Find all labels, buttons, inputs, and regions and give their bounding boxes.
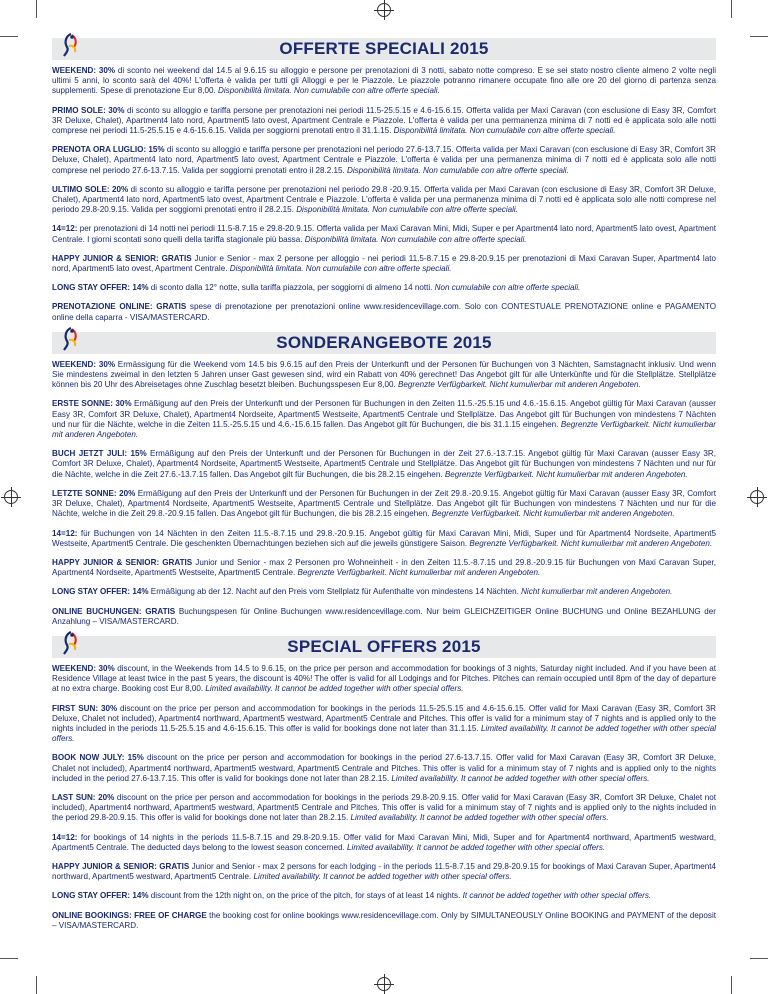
crop-mark xyxy=(36,0,37,18)
offer-item xyxy=(52,587,716,597)
offer-text: Buchungspesen für Online Buchungen www.residencevillage.com. Nur beim GLEICHZEITIGER Online BUCHUNG und Online BEZAHLUNG der Anzahlung – VISA/MASTERCARD. xyxy=(52,606,717,626)
section-title: SONDERANGEBOTE 2015 xyxy=(276,332,492,352)
offer-item xyxy=(52,891,716,901)
offer-text: Junior and Senior - max 2 persons for each lodging - in the periods 11.5-8.7.15 and 29.8-20.9.15 for bookings of Maxi Caravan Super, Apartment4 northward, Apartment5 westward, Apartment5 Centrale. xyxy=(52,861,716,882)
offer-text: di sconto su alloggio e tariffa persone per prenotazioni nel periodo 29.8 -20.9.15. Offerta valida per Maxi Caravan (con esclusione di Easy 3R, Comfort 3R Deluxe, Chalet), Apartment4 lato nord, Apartment5 lato ovest, Apartment Centrale e Piazzole. L'offerta è valida per una permanenza minima di 7 notti ed è applicata solo alle notti comprese nel periodo 29.8-20.9.15. Valida per soggiorni prenotati entro il 28.2.15. xyxy=(52,184,716,215)
offer-note: Disponibilità limitata. Non cumulabile con altre offerte speciali. xyxy=(296,205,518,215)
offer-label: LAST SUN: 20% xyxy=(52,792,115,802)
crop-mark xyxy=(750,36,768,37)
offer-item xyxy=(52,360,716,391)
offer-label: WEEKEND: 30% xyxy=(52,663,115,673)
offer-label: HAPPY JUNIOR & SENIOR: GRATIS xyxy=(52,861,190,871)
offer-note: Non cumulabile con altre offerte speciali. xyxy=(434,283,581,293)
offer-item xyxy=(52,607,716,627)
brand-logo-icon xyxy=(60,32,82,58)
offer-text: Ermäßigung auf den Preis der Unterkunft und der Personen für Buchungen in den Zeiten 11.5.-25.5.15 und 4.6.-15.6.15. Angebot gültig für Maxi Caravan (ausser Easy 3R, Comfort 3R Deluxe, Chalet), Apartment4 Nordseite, Apartment5 Westseite, Apartment5 Centrale und Stellplätze. Das Angebot gilt für Buchungen von mindestens 7 Nächten und nur für die Nächte, welche in die Zeiten 11.5.-25.5.15 und 4.6.-15.6.15 fallen. Das Angebot gilt für Buchungen, die bis 31.1.15 eingehen. xyxy=(52,399,716,429)
offer-note: Begrenzte Verfügbarkeit. Nicht kumulierbar mit anderen Angeboten. xyxy=(52,419,717,440)
offer-text: discount, in the Weekends from 14.5 to 9.6.15, on the price per person and accommodation for bookings of 3 nights, Saturday night included. And if you have been at Residence Village at least twice in the past 5 years, the discount is 40%! The offer is valid for all Lodgings and for Pitches. Pitches can remain occupied until 8pm of the day of departure at no extra charge. Booking cost Eur 8,00. xyxy=(52,663,717,694)
offer-note: It cannot be added together with other special offers. xyxy=(462,891,652,901)
offer-text: per prenotazioni di 14 notti nei periodi 11.5-8.7.15 e 29.8-20.9.15. Offerta valida per Maxi Caravan Mini, Midi, Super e per Apartment4 lato nord, Apartment5 lato ovest, Apartment Centrale. I giorni scontati sono quelli della tariffa stagionale più bassa. xyxy=(52,224,716,244)
offer-note: Disponibilità limitata. Non cumulabile con altre offerte speciali. xyxy=(218,86,440,96)
offer-label: BOOK NOW JULY: 15% xyxy=(52,753,144,763)
offer-note: Disponibilità limitata. Non cumulabile con altre offerte speciali. xyxy=(347,165,569,175)
offer-label: PRIMO SOLE: 30% xyxy=(52,105,125,115)
offer-note: Limited availability. It cannot be added together with other special offers. xyxy=(347,842,606,852)
offer-item xyxy=(52,753,716,784)
offer-label: BUCH JETZT JULI: 15% xyxy=(52,449,147,459)
registration-mark-top xyxy=(377,3,391,17)
offer-item xyxy=(52,254,716,274)
section-header-en xyxy=(52,636,716,658)
offer-text: Ermäßigung auf den Preis der Unterkunft und der Personen für Buchungen in der Zeit 29.8.-20.9.15. Angebot gültig für Maxi Caravan (ausser Easy 3R, Comfort 3R Deluxe, Chalet), Apartment4 Nordseite, Apartment5 Westseite, Apartment5 Centrale und Stellplätze. Das Angebot gilt für Buchungen von mindestens 7 Nächten und nur für die Nächte, welche in die Zeit 29.8.-20.9.15 fallen. Das Angebot gilt für Buchungen, die bis 28.2.15 eingehen. xyxy=(52,488,716,519)
offer-text: discount on the price per person and accommodation for bookings in the periods 11.5-25.5.15 and 4.6-15.6.15. Offer valid for Maxi Caravan (Easy 3R, Comfort 3R Deluxe, Chalet not included), Apartment4 northward, Apartment5 westward, Apartment5 Centrale and Pitches. This offer is valid for a minimum stay of 7 nights and is applied only to the nights included in the periods 11.5-25.5.15 and 4.6-15.6.15. This offer is valid for bookings done not later than 31.1.15. xyxy=(52,703,716,733)
offer-text: Junior und Senior - max 2 Personen pro Wohneinheit - in den Zeiten 11.5.-8.7.15 und 29.8.-20.9.15 für Buchungen von Maxi Caravan Super, Apartment4 Nordseite, Apartment5 Westseite, Apartment5 Centrale. xyxy=(52,557,716,578)
offer-item xyxy=(52,704,716,745)
offer-note: Begrenzte Verfügbarkeit. Nicht kumulierbar mit anderen Angeboten. xyxy=(431,509,675,519)
offer-text: Ermässigung für die Weekend vom 14.5 bis 9.6.15 auf den Preis der Unterkunft und der Personen für Buchungen von 3 Nächten, Samstagnacht inklusiv. Und wenn Sie mindestens zweimal in den letzten 5 Jahren unser Gast gewesen sind, wird ein Rabatt von 40% gerechnet! Das Angebot gilt für alle Unterkünfte und für die Stellplätze. Stellplätze können bis 20 Uhr des Abreisetages ohne Zuschlag besetzt bleiben. Buchungsspesen Eur 8,00. xyxy=(52,359,717,390)
offer-label: LETZTE SONNE: 20% xyxy=(52,488,136,498)
offer-note: Disponibilità limitata. Non cumulabile con altre offerte speciali. xyxy=(229,264,452,274)
offer-text: di sconto dalla 12° notte, sulla tariffa piazzola, per soggiorni di almeno 14 notti. xyxy=(148,283,435,293)
offer-note: Limited availability. It cannot be added together with other special offers. xyxy=(52,723,717,744)
crop-mark xyxy=(750,958,768,959)
registration-mark-bottom xyxy=(377,977,391,991)
offer-item xyxy=(52,302,716,322)
crop-mark xyxy=(731,0,732,18)
offer-item xyxy=(52,529,716,549)
offer-text: discount on the price per person and accommodation for bookings in the periods 29.8-20.9.15. Offer valid for Maxi Caravan (Easy 3R, Comfort 3R Deluxe, Chalet not included), Apartment4 northward, Apartment5 westward, Apartment5 Centrale and Pitches. This offer is valid for a minimum stay of 7 nights and is applied only to the nights included in the period 29.8-20.9.15. This offer is valid for bookings done not later than 28.2.15. xyxy=(52,792,716,823)
crop-mark xyxy=(0,958,18,959)
offer-note: Limited availability. It cannot be added together with other special offers. xyxy=(350,813,609,823)
offer-note: Nicht kumulierbar mit anderen Angeboten. xyxy=(521,587,673,597)
offer-note: Begrenzte Verfügbarkeit. Nicht kumulierbar mit anderen Angeboten. xyxy=(297,568,541,578)
offer-item xyxy=(52,185,716,216)
offer-label: FIRST SUN: 30% xyxy=(52,703,118,713)
offer-label: WEEKEND: 30% xyxy=(52,359,116,369)
offer-item xyxy=(52,793,716,824)
offer-note: Begrenzte Verfügbarkeit. Nicht kumulierbar mit anderen Angeboten. xyxy=(444,469,688,479)
offer-label: HAPPY JUNIOR & SENIOR: GRATIS xyxy=(52,253,192,263)
offer-text: di sconto nei weekend dal 14.5 al 9.6.15 su alloggio e persone per prenotazioni di 3 notti, sabato notte compreso. E se sei stato nostro cliente almeno 2 volte negli ultimi 5 anni, lo sconto sarà del 40%! L'offerta è valida per tutti gli Alloggi e per le Piazzole. Le piazzole potranno rimanere occupate fino alle ore 20 del giorno di partenza senza supplementi. Spese di prenotazione Eur 8,00. xyxy=(52,66,716,96)
offer-label: ONLINE BOOKINGS: FREE OF CHARGE xyxy=(52,910,207,920)
offer-label: 14=12: xyxy=(52,832,78,842)
offer-item xyxy=(52,66,716,97)
registration-mark-right xyxy=(750,490,764,504)
offer-label: PRENOTA ORA LUGLIO: 15% xyxy=(52,145,165,155)
offer-text: for bookings of 14 nights in the periods 11.5-8.7.15 and 29.8-20.9.15. Offer valid for Maxi Caravan Mini, Midi, Super and for Apartment4 northward, Apartment5 westward, Apartment5 Centrale. The deducted days belong to the lowest season concerned. xyxy=(52,832,716,852)
crop-mark xyxy=(0,36,18,37)
brand-logo-icon xyxy=(60,326,82,352)
offer-note: Limited availability. It cannot be added together with other special offers. xyxy=(253,872,512,882)
offer-label: LONG STAY OFFER: 14% xyxy=(52,283,149,293)
offer-label: 14=12: xyxy=(52,224,78,234)
section-title: OFFERTE SPECIALI 2015 xyxy=(279,39,489,58)
offer-note: Disponibilità limitata. Non cumulabile con altre offerte speciali. xyxy=(304,234,527,244)
offer-item xyxy=(52,558,716,578)
registration-mark-left xyxy=(4,490,18,504)
offer-note: Limited availability. It cannot be added together with other special offers. xyxy=(391,773,650,783)
offer-item xyxy=(52,224,716,244)
offer-text: für Buchungen von 14 Nächten in den Zeiten 11.5.-8.7.15 und 29.8.-20.9.15. Angebot gültig für Maxi Caravan Mini, Midi, Super und für Apartment4 Nordseite, Apartment5 Westseite, Apartment5 Centrale. Die geschenkten Übernachtungen beziehen sich auf die jeweils günstigere Saison. xyxy=(52,528,716,548)
offer-text: discount on the price per person and accommodation for bookings in the period 27.6-13.7.15. Offer valid for Maxi Caravan (Easy 3R, Comfort 3R Deluxe, Chalet not included), Apartment4 northward, Apartment5 westward, Apartment5 Centrale and Pitches. This offer is valid for a minimum stay of 7 nights and is applied only to the nights included in the period 27.6-13.7.15. This offer is valid for bookings done not later than 28.2.15. xyxy=(52,753,716,783)
offer-note: Begrenzte Verfügbarkeit. Nicht kumulierbar mit anderen Angeboten. xyxy=(469,538,713,548)
offer-item xyxy=(52,449,716,480)
section-title: SPECIAL OFFERS 2015 xyxy=(287,636,481,656)
section-header-it xyxy=(52,38,716,60)
offer-item xyxy=(52,106,716,137)
offer-label: HAPPY JUNIOR & SENIOR: GRATIS xyxy=(52,557,193,567)
offer-text: di sconto su alloggio e tariffa persone per prenotazioni nel periodo 27.6-13.7.15. Offerta valida per Maxi Caravan (con esclusione di Easy 3R, Comfort 3R Deluxe, Chalet), Apartment4 lato nord, Apartment5 lato ovest, Apartment Centrale e Piazzole. L'offerta è valida per una permanenza minima di 7 notti ed è applicata solo alle notti comprese nel periodo 27.6-13.7.15. Valida per soggiorni prenotati entro il 28.2.15. xyxy=(52,145,716,175)
offer-item xyxy=(52,664,716,695)
offer-item xyxy=(52,145,716,176)
offer-text: the booking cost for online bookings www.residencevillage.com. Only by SIMULTANEOUSLY Online BOOKING and PAYMENT of the deposit – VISA/MASTERCARD. xyxy=(52,910,716,930)
brand-logo-icon xyxy=(60,630,82,656)
offer-item xyxy=(52,911,716,931)
offer-note: Disponibilità limitata. Non cumulabile con altre offerte speciali. xyxy=(393,126,616,136)
crop-mark xyxy=(731,976,732,994)
offer-label: WEEKEND: 30% xyxy=(52,66,116,75)
offer-label: PRENOTAZIONE ONLINE: GRATIS xyxy=(52,302,187,312)
offer-label: ULTIMO SOLE: 20% xyxy=(52,184,129,194)
offer-note: Begrenzte Verfügbarkeit. Nicht kumulierbar mit anderen Angeboten. xyxy=(398,380,641,390)
offer-item xyxy=(52,283,716,293)
section-header-de xyxy=(52,332,716,354)
offer-text: Ermäßigung ab der 12. Nacht auf den Preis vom Stellplatz für Aufenthalte von mindestens 14 Nächten. xyxy=(148,587,522,597)
offer-label: LONG STAY OFFER: 14% xyxy=(52,587,149,597)
offer-label: LONG STAY OFFER: 14% xyxy=(52,891,149,901)
offer-item xyxy=(52,489,716,520)
crop-mark xyxy=(36,976,37,994)
offer-label: ONLINE BUCHUNGEN: GRATIS xyxy=(52,606,176,616)
offer-label: 14=12: xyxy=(52,528,78,538)
offer-item xyxy=(52,399,716,440)
offer-item xyxy=(52,833,716,853)
offer-note: Limited availability. It cannot be added together with other special offers. xyxy=(205,684,464,694)
document-body xyxy=(52,38,716,940)
offer-item xyxy=(52,862,716,882)
offer-text: Ermäßigung auf den Preis der Unterkunft und der Personen für Buchungen in der Zeit 27.6.-13.7.15. Angebot gültig für Maxi Caravan (ausser Easy 3R, Comfort 3R Deluxe, Chalet), Apartment4 Nordseite, Apartment5 Westseite, Apartment5 Centrale und Stellplätze. Das Angebot gilt für Buchungen von mindestens 7 Nächten und nur für die Nächte, welche in die Zeit 27.6.-13.7.15 fallen. Das Angebot gilt für Buchungen, die bis 28.2.15 eingehen. xyxy=(52,449,716,479)
offer-text: Junior e Senior - max 2 persone per alloggio - nei periodi 11.5-8.7.15 e 29.8-20.9.15 per prenotazioni di Maxi Caravan Super, Apartment4 lato nord, Apartment5 lato ovest, Apartment Centrale. xyxy=(52,253,716,274)
offer-text: discount from the 12th night on, on the price of the pitch, for stays of at least 14 nights. xyxy=(148,891,463,901)
offer-text: spese di prenotazione per prenotazioni online www.residencevillage.com. Solo con CONTESTUALE PRENOTAZIONE online e PAGAMENTO online della caparra - VISA/MASTERCARD. xyxy=(52,302,716,322)
offer-label: ERSTE SONNE: 30% xyxy=(52,399,132,409)
offer-text: di sconto su alloggio e tariffa persone per prenotazioni nei periodi 11.5-25.5.15 e 4.6-15.6.15. Offerta valida per Maxi Caravan (con esclusione di Easy 3R, Comfort 3R Deluxe, Chalet), Apartment4 lato nord, Apartment5 lato ovest, Apartment Centrale e Piazzole. L'offerta è valida per una permanenza minima di 7 notti ed è applicata solo alle notti comprese nei periodi 11.5-25.5.15 e 4.6-15.6.15. Valida per soggiorni prenotati entro il 31.1.15. xyxy=(52,105,716,136)
